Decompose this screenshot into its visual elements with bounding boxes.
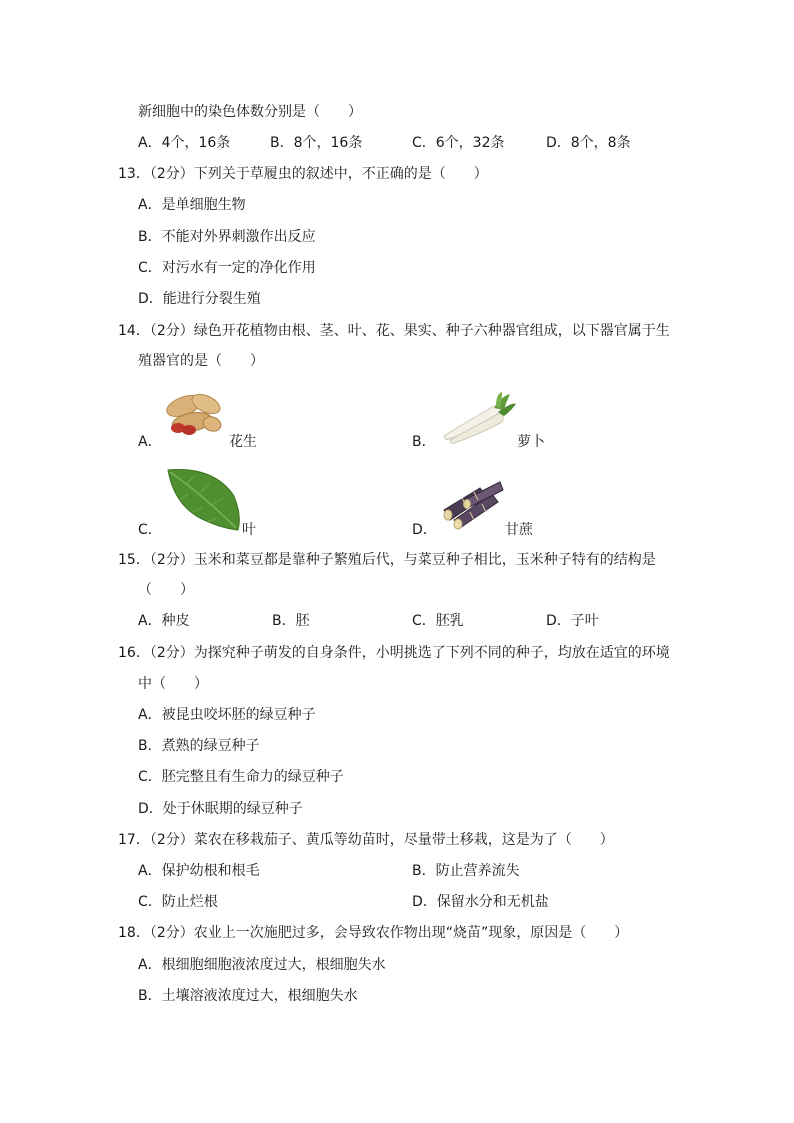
q12-option-b: B．8个，16条 <box>270 135 363 151</box>
sugarcane-image <box>440 480 504 530</box>
q16-stem-line1: 16．（2分）为探究种子萌发的自身条件，小明挑选了下列不同的种子，均放在适宜的环境 <box>118 645 670 661</box>
q16-option-b: B．煮熟的绿豆种子 <box>138 738 260 754</box>
q18-option-b: B．土壤溶液浓度过大，根细胞失水 <box>138 988 358 1004</box>
q15-stem-line2: （ ） <box>138 582 194 598</box>
q14-option-b-letter: B． <box>412 434 436 450</box>
radish-image <box>436 392 518 444</box>
q15-option-b: B．胚 <box>272 613 310 629</box>
q14-stem-line2: 殖器官的是（ ） <box>138 353 264 369</box>
q14-option-c-letter: C． <box>138 522 162 538</box>
q17-option-d: D．保留水分和无机盐 <box>412 894 549 910</box>
q15-option-a: A．种皮 <box>138 613 190 629</box>
q12-option-d: D．8个，8条 <box>546 135 631 151</box>
q16-option-a: A．被昆虫咬坏胚的绿豆种子 <box>138 707 316 723</box>
q12-option-c: C．6个，32条 <box>412 135 505 151</box>
q18-stem: 18．（2分）农业上一次施肥过多，会导致农作物出现“烧苗”现象，原因是（ ） <box>118 925 629 941</box>
q17-option-a: A．保护幼根和根毛 <box>138 863 260 879</box>
q17-option-c: C．防止烂根 <box>138 894 218 910</box>
q15-option-d: D．子叶 <box>546 613 599 629</box>
peanut-image <box>162 386 228 442</box>
q17-option-b: B．防止营养流失 <box>412 863 520 879</box>
q13-stem: 13．（2分）下列关于草履虫的叙述中，不正确的是（ ） <box>118 166 488 182</box>
leaf-image <box>164 466 242 532</box>
q14-option-c-caption: 叶 <box>242 522 256 538</box>
q13-option-d: D．能进行分裂生殖 <box>138 291 261 307</box>
q14-option-b-caption: 萝卜 <box>517 434 545 450</box>
q14-option-a-letter: A． <box>138 434 162 450</box>
q15-option-c: C．胚乳 <box>412 613 464 629</box>
q12-option-a: A．4个，16条 <box>138 135 231 151</box>
q13-option-c: C．对污水有一定的净化作用 <box>138 260 316 276</box>
q14-option-a-caption: 花生 <box>229 434 257 450</box>
q14-stem-line1: 14．（2分）绿色开花植物由根、茎、叶、花、果实、种子六种器官组成，以下器官属于生 <box>118 323 670 339</box>
q18-option-a: A．根细胞细胞液浓度过大，根细胞失水 <box>138 957 386 973</box>
q16-stem-line2: 中（ ） <box>138 676 208 692</box>
q16-option-d: D．处于休眠期的绿豆种子 <box>138 801 303 817</box>
q13-option-a: A．是单细胞生物 <box>138 197 246 213</box>
q14-option-d-caption: 甘蔗 <box>505 522 533 538</box>
q16-option-c: C．胚完整且有生命力的绿豆种子 <box>138 769 344 785</box>
q12-stem-continuation: 新细胞中的染色体数分别是（ ） <box>138 104 362 120</box>
q14-option-d-letter: D． <box>412 522 437 538</box>
q17-stem: 17．（2分）菜农在移栽茄子、黄瓜等幼苗时，尽量带土移栽，这是为了（ ） <box>118 832 614 848</box>
q13-option-b: B．不能对外界刺激作出反应 <box>138 229 316 245</box>
q15-stem-line1: 15．（2分）玉米和菜豆都是靠种子繁殖后代，与菜豆种子相比，玉米种子特有的结构是 <box>118 552 656 568</box>
